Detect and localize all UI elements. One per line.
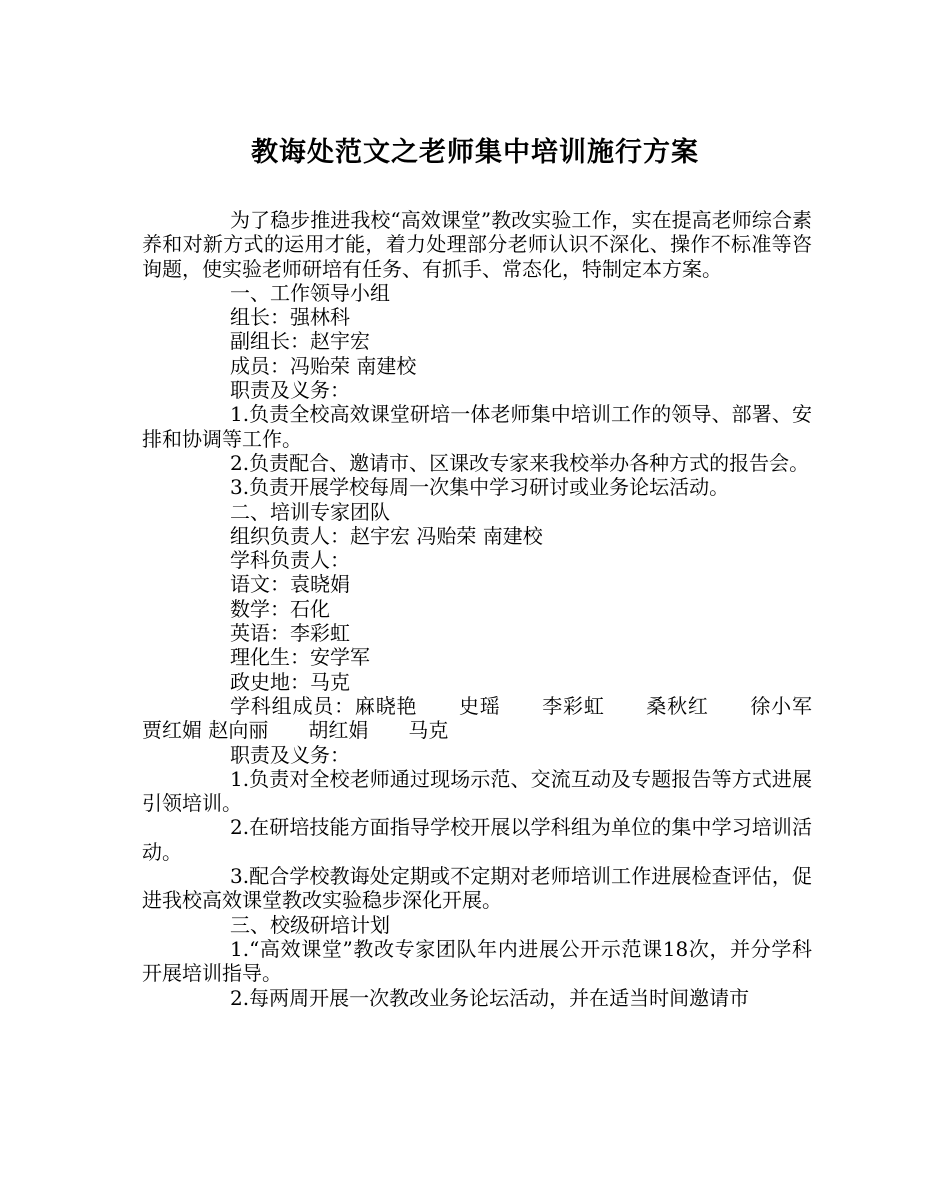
- duties-heading: 职责及义务：: [230, 378, 350, 403]
- subject-english: 英语：李彩虹: [230, 621, 350, 646]
- document-body: [142, 208, 852, 1010]
- duty-item-5: 2.在研培技能方面指导学校开展以学科组为单位的集中学习培训活动。: [142, 815, 812, 864]
- section-heading-leadership: 一、工作领导小组: [230, 280, 390, 305]
- duty-item-6: 3.配合学校教诲处定期或不定期对老师培训工作进展检查评估，促进我校高效课堂教改实验稳步深化开展。: [142, 864, 812, 913]
- organizer-line: 组织负责人：赵宇宏 冯贻荣 南建校: [230, 523, 543, 548]
- plan-item-2: 2.每两周开展一次教改业务论坛活动，并在适当时间邀请市: [230, 985, 750, 1010]
- subject-humanities: 政史地：马克: [230, 669, 350, 694]
- duty-item-3: 3.负责开展学校每周一次集中学习研讨或业务论坛活动。: [230, 475, 730, 500]
- document-title: 教诲处范文之老师集中培训施行方案: [251, 137, 699, 168]
- section-heading-expert-team: 二、培训专家团队: [230, 499, 390, 524]
- leader-line: 组长：强林科: [230, 305, 350, 330]
- duty-item-2: 2.负责配合、邀请市、区课改专家来我校举办各种方式的报告会。: [230, 450, 810, 475]
- plan-item-1: 1.“高效课堂”教改专家团队年内进展公开示范课18次，并分学科开展培训指导。: [142, 936, 812, 986]
- duties-heading-2: 职责及义务：: [230, 742, 350, 767]
- subject-group-members: 学科组成员：麻晓艳 史瑶 李彩虹 桑秋红 徐小军 贾红媚 赵向丽 胡红娟 马克: [142, 693, 852, 743]
- duty-item-1: 1.负责全校高效课堂研培一体老师集中培训工作的领导、部署、安排和协调等工作。: [142, 402, 812, 451]
- section-heading-plan: 三、校级研培计划: [230, 912, 390, 937]
- subject-science: 理化生：安学军: [230, 645, 370, 670]
- duty-item-4: 1.负责对全校老师通过现场示范、交流互动及专题报告等方式进展引领培训。: [142, 766, 812, 816]
- subject-math: 数学：石化: [230, 596, 330, 621]
- subject-chinese: 语文：袁晓娟: [230, 572, 350, 597]
- deputy-leader-line: 副组长：赵宇宏: [230, 329, 370, 354]
- intro-paragraph: 为了稳步推进我校“高效课堂”教改实验工作，实在提高老师综合素养和对新方式的运用才能，着力处理部分老师认识不深化、操作不标准等咨询题，使实验老师研培有任务、有抓手、常态化，特制定本方案。: [142, 208, 812, 281]
- members-line: 成员：冯贻荣 南建校: [230, 353, 417, 378]
- subject-leads-heading: 学科负责人：: [230, 548, 350, 573]
